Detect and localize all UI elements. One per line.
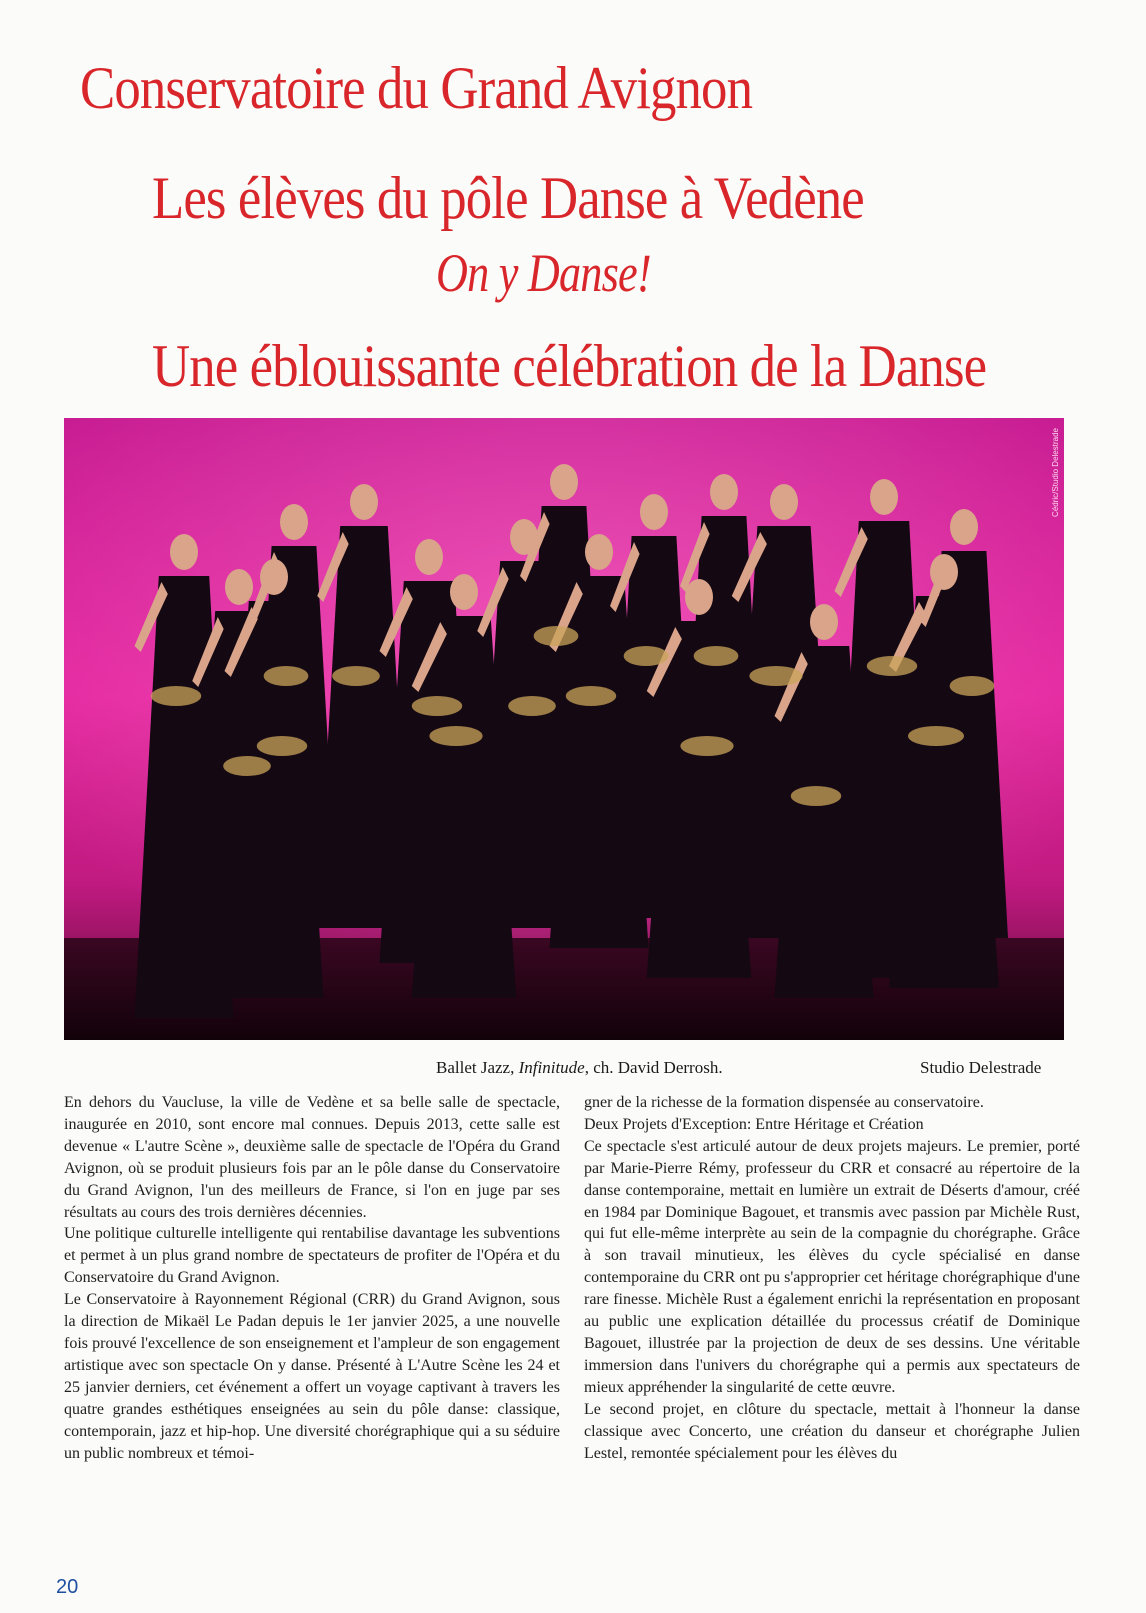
caption-prefix: Ballet Jazz, [436,1058,519,1077]
dress-sequin-detail [332,666,380,686]
dress-sequin-detail [223,756,271,776]
dress-sequin-detail [534,626,579,646]
photo-caption [436,1058,723,1078]
dress-sequin-detail [566,686,616,706]
dancer-head [170,534,198,570]
article-paragraph: gner de la richesse de la formation dispensée au conservatoire. [584,1094,984,1111]
photo-caption-credit: Studio Delestrade [920,1058,1042,1077]
article-paragraph: Une politique culturelle intelligente qui rentabilise davantage les subventions et permet à un plus grand nombre de spectateurs de profiter de l'Opéra et du Conservatoire du Grand Avignon. [64,1225,560,1287]
page-number: 20 [56,1576,79,1598]
dance-photo [64,418,1064,1040]
dress-sequin-detail [624,646,669,666]
dress-sequin-detail [412,696,462,716]
dancer-head [225,569,253,605]
article-subheading: Deux Projets d'Exception: Entre Héritage et Création [584,1115,924,1133]
caption-title: Infinitude [518,1058,585,1077]
dancer-head [640,494,668,530]
dress-sequin-detail [749,666,802,686]
dance-photo-illustration [64,418,1064,1040]
dress-sequin-detail [791,786,841,806]
dress-sequin-detail [508,696,556,716]
article-paragraph: En dehors du Vaucluse, la ville de Vedène et sa belle salle de spectacle, inaugurée en 2010, sont encore mal connues. Depuis 2013, cette salle est devenue « L'autre Scène », deuxième salle de spectacle de l'Opéra du Grand Avignon, où se produit plusieurs fois par an le pôle danse du Conservatoire du Grand Avignon, l'un des meilleurs de France, si l'on en juge par ses résultats au cours des trois dernières décennies. [64,1094,560,1221]
dress-sequin-detail [908,726,964,746]
caption-suffix: , ch. David Derrosh. [584,1058,723,1077]
dancer-head [450,574,478,610]
dancer-head [260,559,288,595]
dancer-head [870,479,898,515]
dress-sequin-detail [257,736,307,756]
article-column-right [584,1092,1080,1464]
headline-show-title: On y Danse! [436,243,651,303]
article-paragraph: Le second projet, en clôture du spectacle, mettait à l'honneur la danse classique avec Concerto, une création du danseur et chorégraphe Julien Lestel, remontée spécialement pour les élèves du [584,1400,1080,1462]
dress-sequin-detail [950,676,995,696]
dancer-head [350,484,378,520]
dress-sequin-detail [151,686,201,706]
article-paragraph: Ce spectacle s'est articulé autour de deux projets majeurs. Le premier, porté par Marie-Pierre Rémy, professeur du CRR et consacré au répertoire de la danse contemporaine, mettait en lumière un extrait de Déserts d'amour, créé en 1984 par Dominique Bagouet, et transmis avec passion par Michèle Rust, qui fut elle-même interprète au sein de la compagnie du chorégraphe. Grâce à son travail minutieux, les élèves du cycle spécialisé en danse contemporaine du CRR ont pu s'approprier cet héritage chorégraphique d'une rare finesse. Michèle Rust a également enrichi la représentation en proposant au public une explication détaillée du processus créatif de Dominique Bagouet, illustrée par la projection de deux de ses dessins. Une véritable immersion dans l'univers du chorégraphe qui a permis aux spectateurs de mieux appréhender la singularité de cette œuvre. [584,1137,1080,1396]
dress-sequin-detail [264,666,309,686]
headline-title: Conservatoire du Grand Avignon [80,55,753,121]
dancer-head [585,534,613,570]
dress-sequin-detail [680,736,733,756]
dancer-head [685,579,713,615]
dress-sequin-detail [429,726,482,746]
dancer-head [710,474,738,510]
dress-sequin-detail [867,656,917,676]
dancer-head [770,484,798,520]
dancer-head [415,539,443,575]
article-paragraph: Le Conservatoire à Rayonnement Régional (CRR) du Grand Avignon, sous la direction de Mikaël Le Padan depuis le 1er janvier 2025, a une nouvelle fois prouvé l'excellence de son enseignement et l'ampleur de son engagement artistique avec son spectacle On y danse. Présenté à L'Autre Scène les 24 et 25 janvier derniers, cet événement a offert un voyage captivant à travers les quatre grandes esthétiques enseignées au sein du pôle danse: classique, contemporain, jazz et hip-hop. Une diversité chorégraphique qui a su séduire un public nombreux et témoi- [64,1291,560,1462]
dancer-head [280,504,308,540]
photo-credit: Cédric/Studio Delestrade [1051,428,1060,517]
dress-sequin-detail [694,646,739,666]
headline-tagline: Une éblouissante célébration de la Danse [152,333,987,399]
article-column-left [64,1092,560,1464]
dancer-head [950,509,978,545]
dancer-head [550,464,578,500]
headline-subtitle: Les élèves du pôle Danse à Vedène [152,165,864,231]
dancer-head [810,604,838,640]
